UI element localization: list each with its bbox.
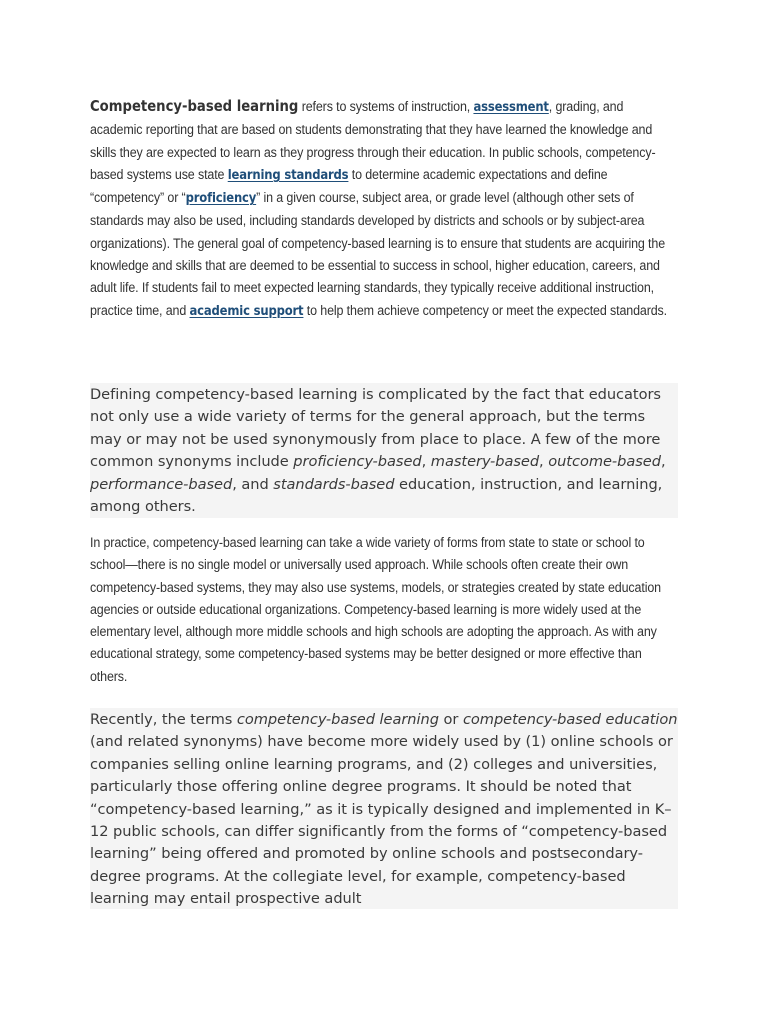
paragraph-text: Recently, the terms — [90, 711, 237, 728]
paragraph-synonyms — [90, 383, 678, 518]
paragraph-text: education, instruction, and learning, among others. — [90, 475, 663, 516]
paragraph-text: or — [438, 711, 463, 728]
synonym-term: performance-based — [90, 475, 233, 493]
synonym-term: outcome-based — [548, 453, 661, 471]
paragraph-text: , — [660, 453, 666, 471]
lead-term: Competency-based learning — [90, 97, 299, 115]
synonym-term: standards-based — [273, 475, 395, 493]
paragraph-text: Defining competency-based learning is complicated by the fact that educators not only use a wide variety of terms for the general approach, but the terms may or may not be used synonymously from place to place. A few of the more common synonyms include — [90, 386, 661, 471]
paragraph-text: , — [539, 453, 549, 471]
paragraph-definition — [90, 95, 678, 323]
emphasized-term: competency-based education — [462, 711, 678, 728]
paragraph-text: , and — [232, 475, 274, 493]
paragraph-text: , grading, and academic reporting that are based on students demonstrating that they have learned the knowledge and skills they are expected to learn as they progress through their education. In public schools, competency-based systems use state — [90, 99, 656, 183]
paragraph-text: refers to systems of instruction, — [298, 99, 474, 115]
link-academic-support[interactable]: academic support — [189, 303, 304, 319]
paragraph-text: (and related synonyms) have become more widely used by (1) online schools or companies selling online learning programs, and (2) colleges and universities, particularly those offering online degree programs. It should be noted that “competency-based learning,” as it is typically designed and implemented in K–12 public schools, can differ significantly from the forms of “competency-based learning” being offered and promoted by online schools and postsecondary-degree programs. At the collegiate level, for example, competency-based learning may entail prospective adult — [90, 733, 673, 908]
link-proficiency[interactable]: proficiency — [185, 191, 257, 207]
paragraph-text: ” in a given course, subject area, or grade level (although other sets of standards may also be used, including standards developed by districts and schools or by subject-area organizations). The general goal of competency-based learning is to ensure that students are acquiring the knowledge and skills that are deemed to be essential to success in school, higher education, careers, and adult life. If students fail to meet expected learning standards, they typically receive additional instruction, practice time, and — [90, 190, 666, 319]
link-learning-standards[interactable]: learning standards — [227, 167, 349, 183]
paragraph-text: to determine academic expectations and define “competency” or “ — [90, 166, 608, 207]
paragraph-in-practice: In practice, competency-based learning can take a wide variety of forms from state to state or school to school—there is no single model or universally used approach. While schools often create their own competency-based systems, they may also use systems, models, or strategies created by state education agencies or outside educational organizations. Competency-based learning is more widely used at the elementary level, although more middle schools and high schools are adopting the approach. As with any educational strategy, some competency-based systems may be better designed or more effective than others. — [90, 535, 661, 685]
synonym-term: mastery-based — [430, 453, 540, 471]
emphasized-term: competency-based learning — [236, 711, 439, 728]
paragraph-text: , — [421, 453, 431, 471]
paragraph-recently — [90, 708, 678, 909]
synonym-term: proficiency-based — [293, 453, 422, 471]
paragraph-text: to help them achieve competency or meet the expected standards. — [303, 302, 667, 319]
link-assessment[interactable]: assessment — [473, 100, 549, 115]
